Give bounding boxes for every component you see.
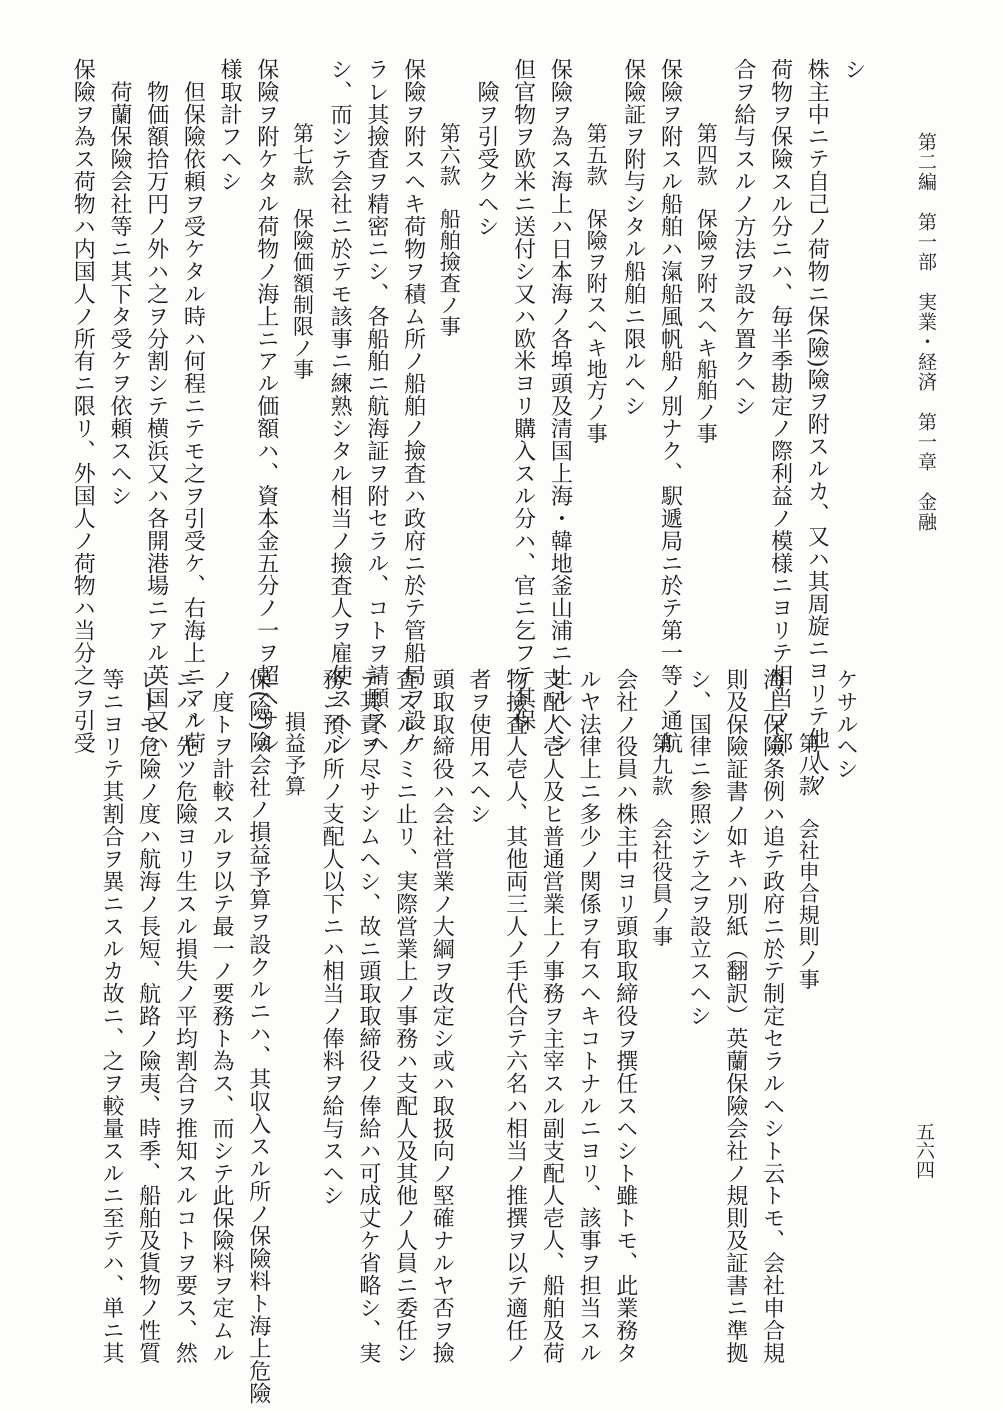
column-text: 支配人壱人及ヒ普通営業上ノ事務ヲ主宰スル副支配人壱人、船舶及荷 — [539, 668, 565, 1364]
column-text: 但官物ヲ欧米ニ送付シ又ハ欧米ヨリ購入スル分ハ、官ニ乞フテ其保 — [510, 58, 536, 732]
text-column — [312, 668, 349, 1308]
column-text: 務ニ預ル所ノ支配人以下ニハ相当ノ俸料ヲ給与スヘシ — [319, 668, 345, 1207]
column-text: 物撿査人壱人、其他両三人ノ手代合テ六名ハ相当ノ推撰ヲ以テ適任ノ — [502, 668, 528, 1364]
text-column — [166, 668, 203, 1364]
text-column — [394, 58, 431, 754]
column-text: 様取計フヘシ — [217, 58, 243, 193]
text-column — [386, 668, 423, 1364]
text-column — [569, 668, 606, 1364]
text-column — [753, 668, 790, 1364]
column-text: 保險ヲ為ス荷物ハ内国人ノ所有ニ限リ、外国人ノ荷物ハ当分之ヲ引受 — [70, 58, 96, 754]
column-text: シ、而シテ会社ニ於テモ該事ニ練熟シタル相当ノ撿査人ヲ雇使スヘシ — [327, 58, 353, 754]
column-text: 等ニヨリテ其割合ヲ異ニスルカ故ニ、之ヲ較量スルニ至テハ、単ニ其 — [98, 668, 124, 1364]
text-column — [533, 668, 570, 1364]
column-text: 第七款 保險価額制限ノ事 — [290, 122, 315, 380]
column-text: 海上保險条例ハ追テ政府ニ於テ制定セラルヘシト云トモ、会社申合規 — [759, 668, 785, 1364]
column-text: 合ヲ給与スルノ方法ヲ設ケ置クヘシ — [730, 58, 756, 418]
column-text: ノ度トヲ計較スルヲ以テ最一ノ要務ト為ス、而シテ此保險料ヲ定ムル — [209, 668, 235, 1364]
column-indent — [290, 58, 314, 122]
text-column — [423, 668, 460, 1364]
text-column — [504, 58, 541, 732]
column-text: テ其責ヲ尽サシムヘシ、故ニ頭取取締役ノ俸給ハ可成丈ケ省略シ、実 — [355, 668, 381, 1364]
section-heading — [431, 58, 468, 663]
column-indent — [584, 58, 608, 122]
section-heading — [276, 668, 313, 1308]
column-text: 第九款 会社役員ノ事 — [649, 732, 674, 947]
column-text: レトモ危險ノ度ハ航海ノ長短、航路ノ險夷、時季、船舶及貨物ノ性質 — [135, 668, 161, 1364]
lower-text-block — [92, 668, 863, 1405]
text-column — [202, 668, 239, 1364]
column-text: シ、国律ニ参照シテ之ヲ設立スヘシ — [686, 668, 712, 1028]
column-text: 者ヲ使用スヘシ — [465, 668, 491, 826]
text-column — [239, 668, 276, 1405]
running-header: 第二編 第一部 実業・経済 第一章 金融 — [915, 132, 937, 532]
column-indent — [282, 668, 306, 711]
text-column — [541, 58, 578, 754]
column-text: 保險ヲ附ケタル荷物ノ海上ニアル価額ハ、資本金五分ノ一ヲ超ヘサル — [253, 58, 279, 754]
text-column — [174, 58, 211, 754]
column-text: 損益予算 — [282, 710, 307, 797]
column-text: 頭取取締役ハ会社営業ノ大綱ヲ改定シ或ハ取扱向ノ堅確ナルヤ否ヲ撿 — [429, 668, 455, 1364]
column-text: シ — [841, 58, 866, 81]
text-column — [651, 58, 688, 754]
section-heading — [687, 58, 724, 663]
column-text: 第八款 会社申合規則ノ事 — [796, 732, 821, 990]
text-column — [320, 58, 357, 754]
column-indent — [649, 668, 673, 732]
text-column — [64, 58, 101, 754]
text-column — [129, 668, 166, 1364]
column-text: 荷蘭保險会社等ニ其下タ受ケヲ依頼スヘシ — [106, 80, 132, 508]
text-column — [92, 668, 129, 1364]
text-column — [459, 668, 496, 1308]
column-text: 第五款 保險ヲ附スヘキ地方ノ事 — [584, 122, 609, 445]
column-text: 則及保險証書ノ如キハ別紙（翻訳）英蘭保險会社ノ規則及証書ニ準拠 — [722, 668, 748, 1364]
text-column — [761, 58, 798, 754]
section-heading — [284, 58, 321, 663]
column-text: 査スルノミニ止リ、実際営業上ノ事務ハ支配人及其他ノ人員ニ委任シ — [392, 668, 418, 1364]
text-column — [716, 668, 753, 1364]
column-text: 但保險依頼ヲ受ケタル時ハ何程ニテモ之ヲ引受ケ、右海上ニアル荷 — [180, 80, 206, 754]
column-text: 保險ヲ附スル船舶ハ滊船風帆船ノ別ナク、駅遞局ニ於テ第一等ノ通航 — [657, 58, 683, 754]
column-text: 保險証ヲ附与シタル船舶ニ限ルヘシ — [620, 58, 646, 418]
text-column — [100, 58, 137, 663]
column-text: 株主中ニテ自己ノ荷物ニ保(險)險ヲ附スルカ、又ハ其周旋ニヨリテ他人ノ — [804, 58, 830, 795]
column-text: ケサルヘシ — [833, 668, 858, 781]
column-indent — [107, 58, 132, 80]
text-column — [834, 58, 871, 663]
column-text: 第六款 船舶撿査ノ事 — [437, 122, 462, 337]
column-indent — [474, 58, 499, 80]
column-text: 会社ノ役員ハ株主中ヨリ頭取取締役ヲ撰任スヘシト雖トモ、此業務タ — [612, 668, 638, 1364]
column-text: 荷物ヲ保險スル分ニハ、毎半季勘定ノ際利益ノ模様ニヨリテ相当ノ部 — [767, 58, 793, 754]
column-indent — [144, 58, 169, 80]
section-heading — [790, 668, 827, 1308]
text-column — [137, 58, 174, 754]
column-text: 險ヲ引受クヘシ — [473, 80, 499, 238]
column-text: ニハ、先ツ危險ヨリ生スル損失ノ平均割合ヲ推知スルコトヲ要ス、然 — [172, 668, 198, 1364]
column-text: ラレ其撿査ヲ精密ニシ、各船舶ニ航海証ヲ附セラル、コトヲ請願スヘ — [363, 58, 389, 754]
column-text: 物価額拾万円ノ外ハ之ヲ分割シテ横浜又ハ各開港場ニアル英国又ハ — [143, 80, 169, 754]
column-indent — [694, 58, 718, 122]
text-column — [467, 58, 504, 663]
section-heading — [643, 668, 680, 1308]
column-text: 保(險)險会社ノ損益予算ヲ設クルニハ、其収入スル所ノ保險料ト海上危險 — [245, 668, 271, 1405]
text-column — [349, 668, 386, 1364]
text-column — [724, 58, 761, 663]
text-column — [496, 668, 533, 1364]
column-text: 保險ヲ為ス海上ハ日本海ノ各埠頭及清国上海・韓地釜山浦ニ止ルヘシ — [547, 58, 573, 754]
column-text: 保險ヲ附スヘキ荷物ヲ積ム所ノ船舶ノ撿査ハ政府ニ於テ管船局ヲ設ケ — [400, 58, 426, 754]
text-column — [606, 668, 643, 1364]
text-column — [357, 58, 394, 754]
text-column — [679, 668, 716, 1308]
text-column — [614, 58, 651, 663]
column-indent — [180, 58, 205, 80]
text-column — [247, 58, 284, 754]
column-indent — [796, 668, 820, 732]
page-number: 五六四 — [913, 1122, 935, 1179]
text-column — [826, 668, 863, 1308]
column-indent — [437, 58, 461, 122]
section-heading — [577, 58, 614, 663]
text-column — [798, 58, 835, 795]
text-column — [210, 58, 247, 663]
column-text: ルヤ法律上ニ多少ノ関係ヲ有スヘキコトナルニヨリ、該事ヲ担当スル — [576, 668, 602, 1364]
column-text: 第四款 保險ヲ附スヘキ船舶ノ事 — [694, 122, 719, 445]
